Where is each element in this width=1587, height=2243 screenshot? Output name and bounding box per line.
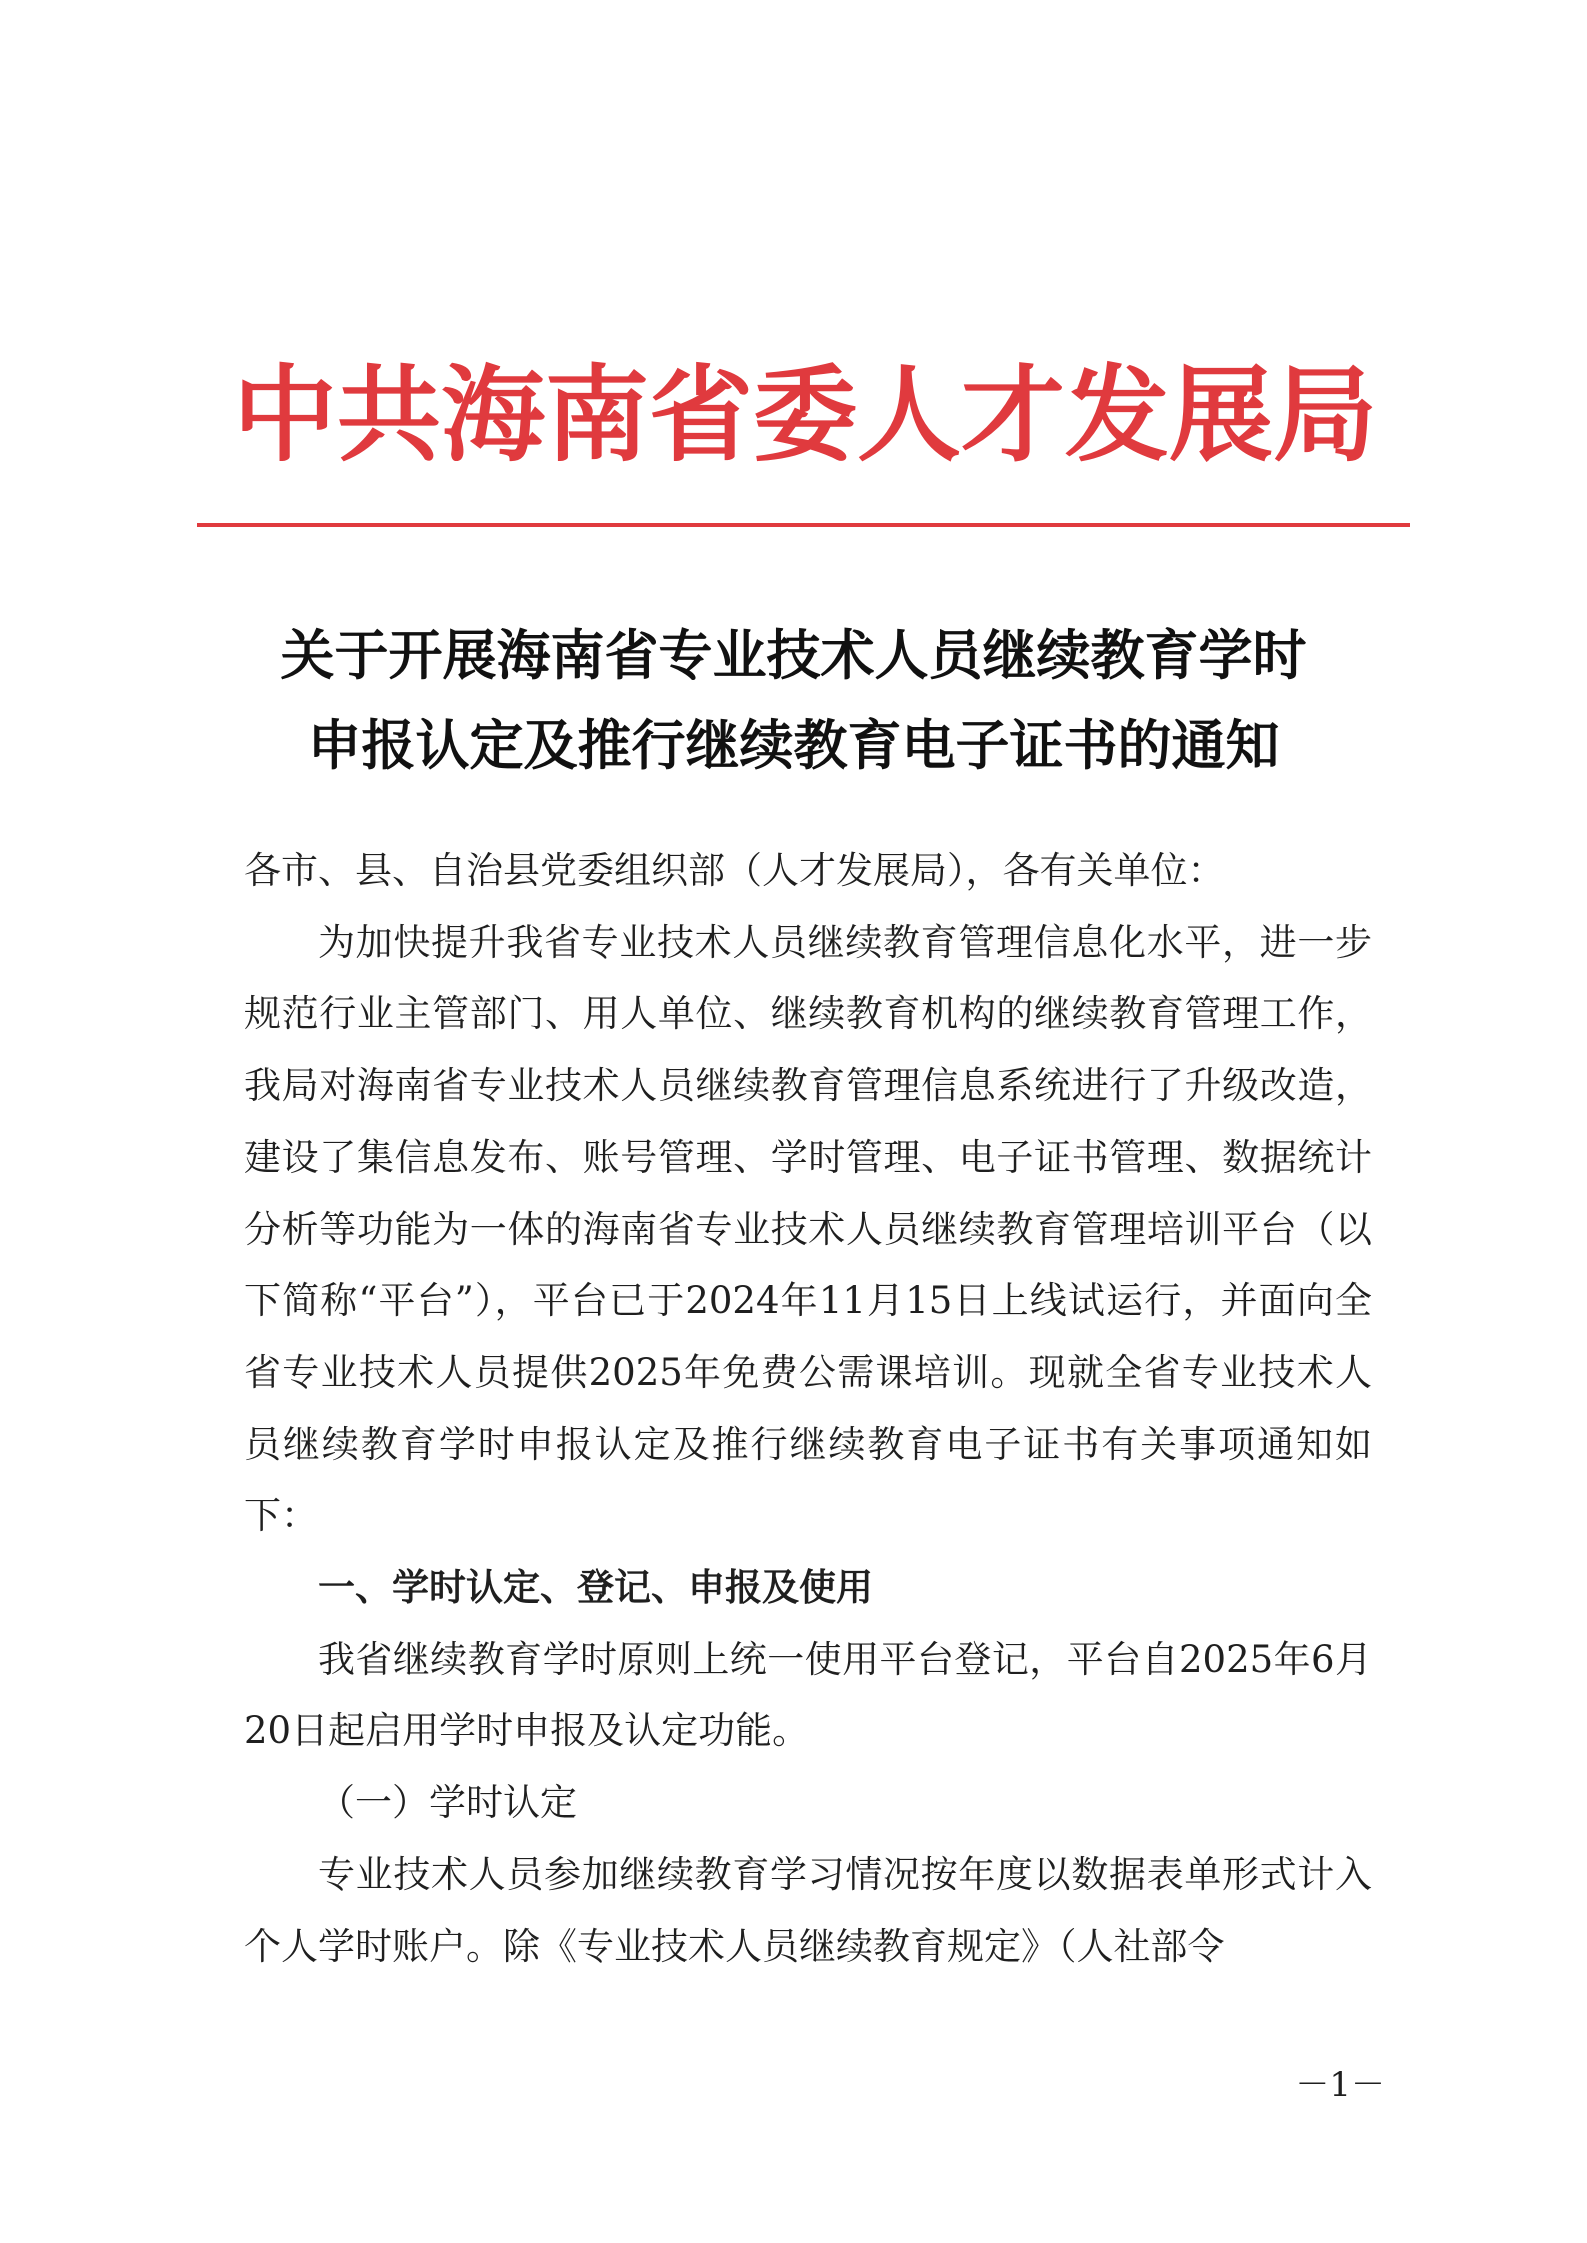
paragraph-intro: 为加快提升我省专业技术人员继续教育管理信息化水平，进一步规范行业主管部门、用人单位、继续教育机构的继续教育管理工作，我局对海南省专业技术人员继续教育管理信息系统进行了升级改造，建设了集信息发布、账号管理、学时管理、电子证书管理、数据统计分析等功能为一体的海南省专业技术人员继续教育管理培训平台（以下简称“平台”），平台已于2024年11月15日上线试运行，并面向全省专业技术人员提供2025年免费公需课培训。现就全省专业技术人员继续教育学时申报认定及推行继续教育电子证书有关事项通知如下：: [244, 920, 1372, 1538]
document-title: [200, 610, 1387, 790]
paragraph-section-1: 我省继续教育学时原则上统一使用平台登记，平台自2025年6月20日起启用学时申报及认定功能。: [244, 1637, 1372, 1753]
document-title-line-2: 申报认定及推行继续教育电子证书的通知: [307, 713, 1280, 777]
subsection-heading-1: （一）学时认定: [318, 1781, 577, 1825]
paragraph-subsection-1: 专业技术人员参加继续教育学习情况按年度以数据表单形式计入个人学时账户。除《专业技术人员继续教育规定》（人社部令: [244, 1852, 1372, 1968]
document-body: [244, 835, 1372, 1982]
issuing-organization-title: 中共海南省委人才发展局: [232, 353, 1377, 476]
salutation: 各市、县、自治县党委组织部（人才发展局），各有关单位：: [244, 849, 1225, 892]
page-number: －1－: [1295, 2065, 1385, 2105]
red-header-rule: [197, 523, 1410, 527]
section-heading-1: 一、学时认定、登记、申报及使用: [318, 1566, 873, 1610]
document-title-line-1: 关于开展海南省专业技术人员继续教育学时: [280, 623, 1307, 687]
